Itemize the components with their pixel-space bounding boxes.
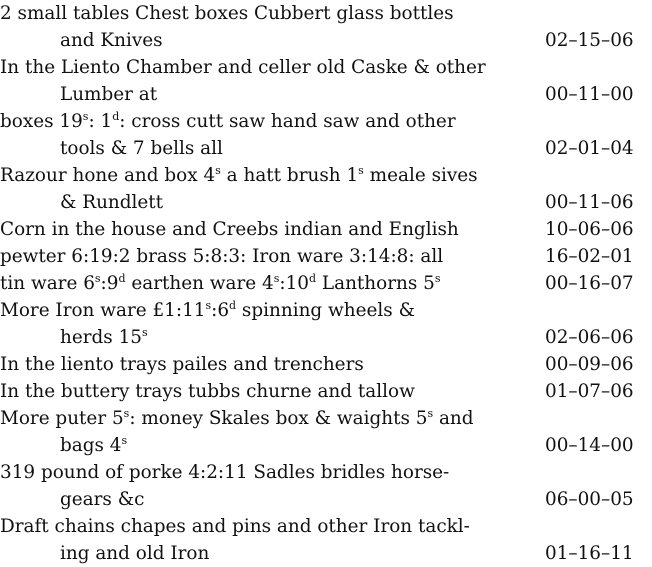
- inventory-entry: [0, 0, 652, 54]
- inventory-entry: [0, 216, 652, 243]
- inventory-entry: [0, 351, 652, 378]
- superscript-unit: s: [434, 272, 441, 285]
- superscript-unit: d: [309, 272, 317, 285]
- entry-text: More puter 5: [0, 408, 124, 429]
- entry-text: : 1: [88, 111, 113, 132]
- superscript-unit: s: [82, 110, 89, 123]
- entry-text: Corn in the house and Creebs indian and English: [0, 219, 459, 240]
- superscript-unit: s: [358, 164, 364, 177]
- entry-text: : cross cutt saw hand saw and other: [119, 111, 456, 132]
- inventory-entry: [0, 108, 652, 162]
- entry-line: [0, 324, 652, 351]
- entry-amount: 02–01–04: [545, 138, 634, 159]
- superscript-unit: s: [205, 299, 212, 312]
- entry-text: :6: [211, 300, 230, 321]
- entry-amount: 00–14–00: [545, 435, 634, 456]
- entry-line: [0, 459, 652, 486]
- inventory-entry: [0, 513, 652, 567]
- superscript-unit: d: [229, 299, 237, 312]
- entry-text: Razour hone and box 4: [0, 165, 216, 186]
- inventory-entry: [0, 459, 652, 513]
- entry-amount: 10–06–06: [545, 219, 634, 240]
- entry-text: In the Liento Chamber and celler old Caske & other: [0, 57, 486, 78]
- entry-text: :10: [279, 273, 309, 294]
- entry-line: [0, 81, 652, 108]
- entry-amount: 06–00–05: [545, 489, 634, 510]
- entry-line: [0, 216, 652, 243]
- entry-text: ing and old Iron: [60, 543, 210, 564]
- superscript-unit: s: [94, 272, 101, 285]
- entry-text: bags 4: [60, 435, 122, 456]
- entry-text: 2 small tables Chest boxes Cubbert glass bottles: [0, 3, 454, 24]
- inventory-entry: [0, 270, 652, 297]
- entry-line: [0, 189, 652, 216]
- inventory-entry: [0, 405, 652, 459]
- entry-line: [0, 432, 652, 459]
- superscript-unit: s: [215, 164, 221, 177]
- entry-line: [0, 270, 652, 297]
- entry-text: spinning wheels &: [236, 300, 415, 321]
- entry-line: [0, 135, 652, 162]
- entry-text: earthen ware 4: [125, 273, 274, 294]
- superscript-unit: s: [141, 326, 148, 339]
- superscript-unit: s: [273, 272, 280, 285]
- entry-text: pewter 6:19:2 brass 5:8:3: Iron ware 3:14:8: all: [0, 246, 444, 267]
- superscript-unit: s: [427, 407, 434, 420]
- inventory-entry: [0, 378, 652, 405]
- entry-line: [0, 297, 652, 324]
- entry-text: and Knives: [60, 30, 163, 51]
- inventory-entry: [0, 162, 652, 216]
- entry-text: meale sives: [363, 165, 478, 186]
- entry-amount: 00–11–00: [545, 84, 634, 105]
- inventory-entry: [0, 54, 652, 108]
- entry-text: and: [433, 408, 474, 429]
- entry-amount: 00–11–06: [545, 192, 634, 213]
- entry-line: [0, 378, 652, 405]
- superscript-unit: s: [123, 407, 130, 420]
- entry-amount: 00–16–07: [545, 273, 634, 294]
- entry-line: [0, 243, 652, 270]
- inventory-entry: [0, 243, 652, 270]
- entry-text: & Rundlett: [60, 192, 164, 213]
- entry-line: [0, 162, 652, 189]
- entry-line: [0, 405, 652, 432]
- entry-amount: 02–15–06: [545, 30, 634, 51]
- entry-text: :9: [100, 273, 119, 294]
- entry-text: Draft chains chapes and pins and other Iron tackl-: [0, 516, 470, 537]
- entry-text: gears &c: [60, 489, 145, 510]
- entry-text: herds 15: [60, 327, 142, 348]
- entry-text: More Iron ware £1:11: [0, 300, 206, 321]
- entry-line: [0, 486, 652, 513]
- entry-amount: 00–09–06: [545, 354, 634, 375]
- superscript-unit: s: [121, 434, 128, 447]
- entry-line: [0, 54, 652, 81]
- entry-line: [0, 513, 652, 540]
- entry-text: : money Skales box & waights 5: [129, 408, 428, 429]
- superscript-unit: d: [118, 272, 126, 285]
- entry-amount: 16–02–01: [545, 246, 634, 267]
- entry-line: [0, 27, 652, 54]
- entry-text: Lumber at: [60, 84, 158, 105]
- superscript-unit: d: [112, 110, 120, 123]
- entry-text: boxes 19: [0, 111, 83, 132]
- entry-amount: 02–06–06: [545, 327, 634, 348]
- entry-text: 319 pound of porke 4:2:11 Sadles bridles horse-: [0, 462, 450, 483]
- entry-line: [0, 351, 652, 378]
- entry-line: [0, 0, 652, 27]
- entry-line: [0, 108, 652, 135]
- entry-line: [0, 540, 652, 567]
- entry-text: a hatt brush 1: [220, 165, 359, 186]
- entry-text: In the buttery trays tubbs churne and tallow: [0, 381, 415, 402]
- entry-text: tools & 7 bells all: [60, 138, 223, 159]
- entry-text: tin ware 6: [0, 273, 95, 294]
- entry-amount: 01–16–11: [545, 543, 634, 564]
- entry-text: In the liento trays pailes and trenchers: [0, 354, 364, 375]
- entry-amount: 01–07–06: [545, 381, 634, 402]
- inventory-entry: [0, 297, 652, 351]
- entry-text: Lanthorns 5: [316, 273, 435, 294]
